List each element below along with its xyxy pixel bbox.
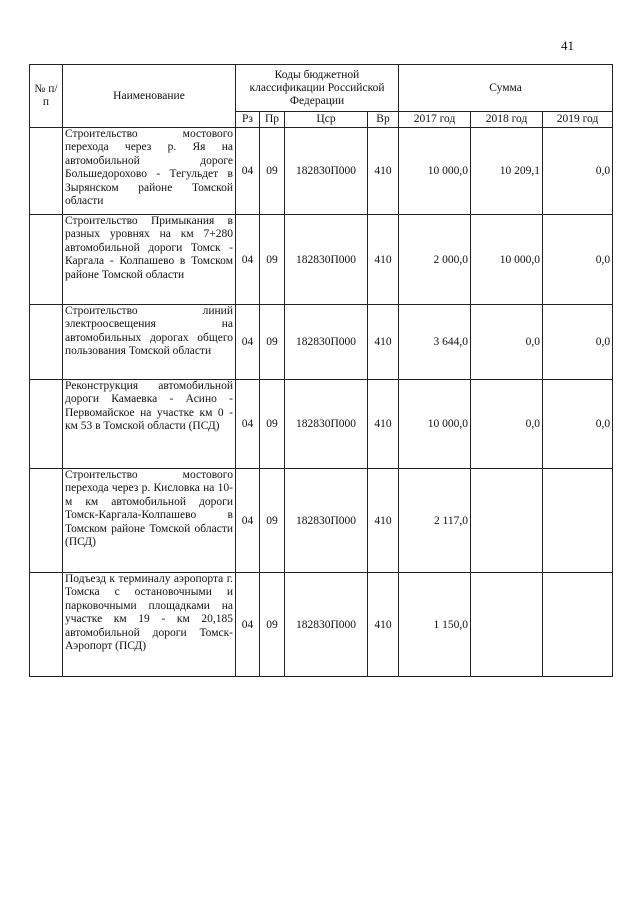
table-row xyxy=(30,128,613,215)
row-2018: 0,0 xyxy=(471,305,543,380)
header-name: Наименование xyxy=(63,65,236,128)
row-2018: 10 000,0 xyxy=(471,215,543,305)
row-rz: 04 xyxy=(236,380,260,469)
table-row xyxy=(30,380,613,469)
row-name: Строительство мостового перехода через р. Кисловка на 10-м км автомобильной дороги Томск-Каргала-Колпашево в Томском районе Томской области (ПСД) xyxy=(63,469,236,573)
row-2017: 1 150,0 xyxy=(399,573,471,677)
row-2017: 2 117,0 xyxy=(399,469,471,573)
header-2018: 2018 год xyxy=(471,112,543,128)
row-name: Строительство мостового перехода через р. Яя на автомобильной дороге Большедорохово - Тегульдет в Зырянском районе Томской области xyxy=(63,128,236,215)
row-name: Строительство Примыкания в разных уровнях на км 7+280 автомобильной дороги Томск - Каргала - Колпашево в Томском районе Томской области xyxy=(63,215,236,305)
row-rz: 04 xyxy=(236,305,260,380)
row-name: Подъезд к терминалу аэропорта г. Томска с остановочными и парковочными площадками на участке км 19 - км 20,185 автомобильной дороги Томск-Аэропорт (ПСД) xyxy=(63,573,236,677)
row-vr: 410 xyxy=(368,305,399,380)
page-number: 41 xyxy=(561,38,574,53)
row-pr: 09 xyxy=(260,215,285,305)
row-2018 xyxy=(471,469,543,573)
row-rz: 04 xyxy=(236,215,260,305)
row-2018: 10 209,1 xyxy=(471,128,543,215)
row-num xyxy=(30,215,63,305)
row-csr: 182830П000 xyxy=(285,215,368,305)
row-name: Строительство линий электроосвещения на автомобильных дорогах общего пользования Томской области xyxy=(63,305,236,380)
row-2017: 10 000,0 xyxy=(399,380,471,469)
row-2017: 10 000,0 xyxy=(399,128,471,215)
row-vr: 410 xyxy=(368,380,399,469)
row-2019: 0,0 xyxy=(543,128,613,215)
row-num xyxy=(30,128,63,215)
row-pr: 09 xyxy=(260,573,285,677)
header-codes: Коды бюджетной классификации Российской Федерации xyxy=(236,65,399,112)
header-2019: 2019 год xyxy=(543,112,613,128)
row-pr: 09 xyxy=(260,380,285,469)
row-2017: 3 644,0 xyxy=(399,305,471,380)
header-num: № п/п xyxy=(30,65,63,128)
row-rz: 04 xyxy=(236,128,260,215)
header-rz: Рз xyxy=(236,112,260,128)
row-pr: 09 xyxy=(260,469,285,573)
row-csr: 182830П000 xyxy=(285,573,368,677)
header-2017: 2017 год xyxy=(399,112,471,128)
row-vr: 410 xyxy=(368,128,399,215)
row-pr: 09 xyxy=(260,128,285,215)
row-csr: 182830П000 xyxy=(285,128,368,215)
table-row xyxy=(30,215,613,305)
header-sum: Сумма xyxy=(399,65,613,112)
row-csr: 182830П000 xyxy=(285,469,368,573)
row-2019 xyxy=(543,573,613,677)
budget-table xyxy=(29,64,613,677)
row-num xyxy=(30,573,63,677)
header-csr: Цср xyxy=(285,112,368,128)
row-num xyxy=(30,380,63,469)
row-rz: 04 xyxy=(236,469,260,573)
row-vr: 410 xyxy=(368,469,399,573)
row-2019 xyxy=(543,469,613,573)
row-vr: 410 xyxy=(368,573,399,677)
row-2018 xyxy=(471,573,543,677)
row-rz: 04 xyxy=(236,573,260,677)
header-vr: Вр xyxy=(368,112,399,128)
table-row xyxy=(30,573,613,677)
table-row xyxy=(30,469,613,573)
row-num xyxy=(30,469,63,573)
row-2018: 0,0 xyxy=(471,380,543,469)
row-num xyxy=(30,305,63,380)
row-pr: 09 xyxy=(260,305,285,380)
row-vr: 410 xyxy=(368,215,399,305)
row-csr: 182830П000 xyxy=(285,380,368,469)
row-2019: 0,0 xyxy=(543,215,613,305)
row-csr: 182830П000 xyxy=(285,305,368,380)
row-2019: 0,0 xyxy=(543,305,613,380)
row-name: Реконструкция автомобильной дороги Камаевка - Асино - Первомайское на участке км 0 - км 53 в Томской области (ПСД) xyxy=(63,380,236,469)
table-row xyxy=(30,305,613,380)
row-2017: 2 000,0 xyxy=(399,215,471,305)
header-pr: Пр xyxy=(260,112,285,128)
row-2019: 0,0 xyxy=(543,380,613,469)
